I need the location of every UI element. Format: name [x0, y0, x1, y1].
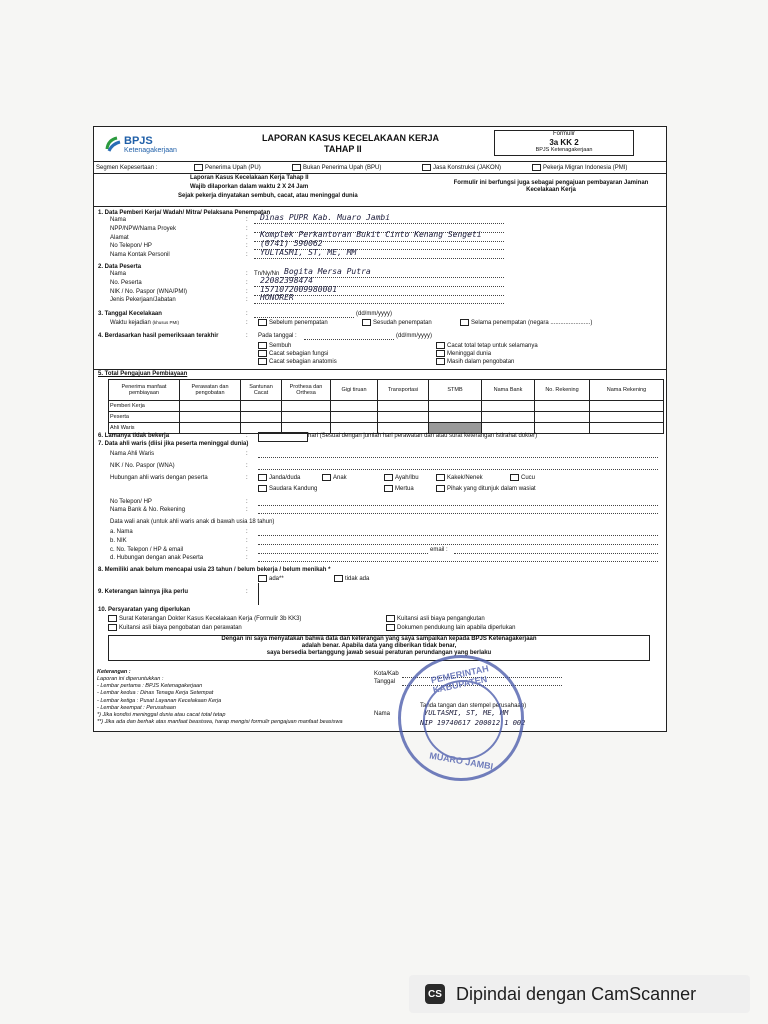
checkbox[interactable] — [292, 164, 301, 171]
s1-telp-label: No Telepon/ HP — [110, 243, 152, 249]
s5-heading: 5. Total Pengajuan Pembiayaan — [98, 371, 188, 377]
s7-bank-label: Nama Bank & No. Rekening — [110, 507, 186, 513]
s7-nik-label: NIK / No. Paspor (WNA) — [110, 463, 175, 469]
s3-selama-label: Selama penempatan (negara ........................) — [471, 320, 593, 327]
s7-h8[interactable] — [436, 485, 536, 493]
table-row — [109, 423, 664, 434]
form-title: LAPORAN KASUS KECELAKAAN KERJA — [262, 133, 440, 143]
s8-tidak-label: tidak ada — [345, 576, 370, 583]
keterangan-block — [97, 669, 343, 726]
s4-date-format: (dd/mm/yyyy) — [396, 333, 432, 339]
formulir-code: 3a KK 2 — [549, 137, 579, 147]
s7-h5-label: Cucu — [521, 475, 536, 482]
col-santunan: Santunan Cacat — [241, 380, 282, 401]
s4-opt5[interactable] — [436, 350, 491, 358]
s3-waktu-label — [110, 320, 179, 327]
s7-d-label: d. Hubungan dengan anak Peserta — [110, 555, 204, 561]
checkbox[interactable] — [384, 474, 393, 481]
checkbox[interactable] — [258, 342, 267, 349]
checkbox[interactable] — [194, 164, 203, 171]
checkbox[interactable] — [436, 485, 445, 492]
s4-opt2-label: Cacat sebagian fungsi — [269, 351, 329, 358]
s3-heading: 3. Tanggal Kecelakaan — [98, 311, 162, 317]
s10-heading: 10. Persyaratan yang diperlukan — [98, 607, 191, 613]
s2-nopes-label: No. Peserta — [110, 280, 142, 286]
s8-heading: 8. Memiliki anak belum mencapai usia 23 tahun / belum bekerja / belum menikah * — [98, 567, 331, 573]
col-stmb: STMB — [429, 380, 482, 401]
segmen-pu-label: Penerima Upah (PU) — [205, 165, 261, 172]
s7-anak-label: Data wali anak (untuk ahli waris anak di bawah usia 18 tahun) — [110, 519, 275, 525]
ket-line4: - Lembar ketiga : Pusat Layanan Kecelakaan Kerja — [97, 697, 222, 704]
s10-r1[interactable] — [108, 615, 301, 623]
s7-h5[interactable] — [510, 474, 535, 482]
formulir-label: Formulir — [553, 131, 575, 137]
checkbox[interactable] — [422, 164, 431, 171]
s2-prefix: Tn/Ny/Nn — [254, 271, 280, 277]
camscanner-watermark — [409, 975, 750, 1013]
declaration-box — [108, 635, 650, 661]
checkbox[interactable] — [258, 350, 267, 357]
s7-h7-label: Mertua — [395, 486, 414, 493]
col-no-rekening: No. Rekening — [535, 380, 590, 401]
s4-opt5-label: Meninggal dunia — [447, 351, 492, 358]
s1-nama-label: Nama — [110, 217, 127, 223]
s4-opt3-label: Cacat sebagian anatomis — [269, 359, 337, 366]
segmen-jakon[interactable] — [422, 164, 501, 172]
ket-line6: *) Jika kondisi meninggal dunia atau cacat total tetap — [97, 711, 226, 718]
s4-opt6-label: Masih dalam pengobatan — [447, 359, 515, 366]
s6-note: hari (Sesuai dengan jumlah hari perawatan dan atau surat keterangan istirahat dokter) — [308, 433, 538, 439]
checkbox[interactable] — [460, 319, 469, 326]
camscanner-text: Dipindai dengan CamScanner — [456, 983, 697, 1004]
s6-heading: 6. Lamanya tidak bekerja — [98, 433, 170, 439]
s2-jenis-value[interactable]: HONORER — [260, 293, 294, 302]
ket-line1: Laporan ini diperuntukkan : — [97, 676, 164, 683]
sign-kota-label: Kota/Kab — [374, 671, 399, 677]
s7-c-label: c. No. Telepon / HP & email — [110, 547, 184, 553]
checkbox[interactable] — [386, 624, 395, 631]
segmen-label: Segmen Kepesertaan : — [96, 165, 158, 171]
s3-selama[interactable] — [460, 319, 592, 327]
segmen-jakon-label: Jasa Konstruksi (JAKON) — [433, 165, 502, 172]
s4-opt6[interactable] — [436, 358, 514, 366]
s4-opt1[interactable] — [258, 342, 291, 350]
col-transportasi: Transportasi — [378, 380, 429, 401]
s3-sebelum[interactable] — [258, 319, 328, 327]
sign-nip-value[interactable]: NIP 19740617 200012 1 002 — [420, 719, 526, 727]
s10-r2-label: Kuitansi asli biaya pengobatan dan perawatan — [119, 625, 242, 632]
s2-nik-label: NIK / No. Paspor (WNA/PMI) — [110, 289, 188, 295]
s10-r1-label: Surat Keterangan Dokter Kasus Kecelakaan Kerja (Formulir 3b KK3) — [119, 616, 302, 623]
s4-pada-label: Pada tanggal : — [258, 333, 297, 339]
s3-sesudah-label: Sesudah penempatan — [373, 320, 432, 327]
s1-telp-value[interactable]: (0741) 590062 — [260, 239, 323, 248]
stamp-bottom-text: MUARO JAMBI — [428, 750, 494, 772]
s10-r4-label: Dokumen pendukung lain apabila diperlukan — [397, 625, 516, 632]
s7-h7[interactable] — [384, 485, 414, 493]
s9-heading: 9. Keterangan lainnya jika perlu — [98, 589, 189, 595]
col-nama-bank: Nama Bank — [482, 380, 535, 401]
s7-a-label: a. Nama — [110, 529, 133, 535]
s2-nama-label: Nama — [110, 271, 127, 277]
s7-h2[interactable] — [322, 474, 347, 482]
row-pemberi-kerja: Pemberi Kerja — [109, 401, 180, 412]
row-peserta: Peserta — [109, 412, 180, 423]
segmen-bpu-label: Bukan Penerima Upah (BPU) — [303, 165, 382, 172]
s7-h8-label: Pihak yang ditunjuk dalam wasiat — [447, 486, 536, 493]
s7-nama-label: Nama Ahli Waris — [110, 451, 155, 457]
ket-heading: Keterangan : — [97, 669, 131, 675]
table-row — [109, 412, 664, 423]
col-prothesa: Prothesa dan Orthesa — [282, 380, 331, 401]
ket-line7: **) Jika ada dan berhak atas manfaat beasiswa, harap mengisi formulir pengajuan manfaat beasiswa — [97, 718, 343, 725]
checkbox[interactable] — [258, 319, 267, 326]
s7-h3-label: Ayah/Ibu — [395, 475, 419, 482]
notice-line3: Sejak pekerja dinyatakan sembuh, cacat, atau meninggal dunia — [178, 193, 358, 199]
s10-r3-label: Kuitansi asli biaya pengangkutan — [397, 616, 485, 623]
s3-date-format: (dd/mm/yyyy) — [356, 311, 392, 317]
s4-opt3[interactable] — [258, 358, 337, 366]
checkbox[interactable] — [436, 358, 445, 365]
s8-ada-label: ada** — [269, 576, 284, 583]
s10-r3[interactable] — [386, 615, 485, 623]
s7-h3[interactable] — [384, 474, 419, 482]
s7-b-label: b. NIK — [110, 538, 127, 544]
segmen-bpu[interactable] — [292, 164, 381, 172]
declaration-line1: Dengan ini saya menyatakan bahwa data dan keterangan yang saya sampaikan kepada BPJS Ketenagakerjaan — [221, 636, 537, 642]
s7-heading: 7. Data ahli waris (diisi jika peserta meninggal dunia) — [98, 441, 249, 447]
checkbox[interactable] — [510, 474, 519, 481]
ket-line5: - Lembar keempat : Perusahaan — [97, 704, 176, 711]
checkbox[interactable] — [258, 474, 267, 481]
s7-h6-label: Saudara Kandung — [269, 486, 318, 493]
col-nama-rekening: Nama Rekening — [590, 380, 664, 401]
checkbox[interactable] — [108, 624, 117, 631]
s7-telp-label: No Telepon/ HP — [110, 499, 152, 505]
s2-nik-value[interactable]: 1571072009980001 — [260, 285, 338, 294]
s2-jenis-label: Jenis Pekerjaan/Jabatan — [110, 297, 176, 303]
s3-waktu-note: (khusus PMI) — [152, 320, 179, 325]
checkbox[interactable] — [258, 575, 267, 582]
notice-line2: Wajib dilaporkan dalam waktu 2 X 24 Jam — [190, 184, 309, 190]
s2-heading: 2. Data Peserta — [98, 264, 142, 270]
s7-h2-label: Anak — [333, 475, 347, 482]
notice-line1: Laporan Kasus Kecelakaan Kerja Tahap II — [190, 175, 309, 181]
s1-kontak-label: Nama Kontak Personil — [110, 252, 170, 258]
logo-sub: Ketenagakerjaan — [124, 147, 177, 154]
notice-right: Formulir ini berfungsi juga sebagai pengajuan pembayaran Jaminan Kecelakaan Kerja — [453, 180, 649, 193]
s10-r4[interactable] — [386, 624, 515, 632]
s1-alamat-label: Alamat — [110, 235, 129, 241]
ket-line3: - Lembar kedua : Dinas Tenaga Kerja Setempat — [97, 690, 214, 697]
segmen-pmi[interactable] — [532, 164, 627, 172]
s1-npp-label: NPP/NPW/Nama Proyek — [110, 226, 177, 232]
checkbox[interactable] — [384, 485, 393, 492]
sign-tanggal-label: Tanggal — [374, 679, 396, 685]
s2-nopes-value[interactable]: 22082398474 — [260, 276, 313, 285]
camscanner-icon: CS — [425, 984, 445, 1004]
s7-email-label: email : — [430, 547, 448, 553]
sign-nama-label: Nama — [374, 711, 391, 717]
formulir-box — [494, 130, 634, 156]
s4-opt4[interactable] — [436, 342, 538, 350]
s1-nama-value[interactable]: Dinas PUPR Kab. Muaro Jambi — [260, 213, 391, 222]
bpjs-logo-icon — [104, 135, 122, 153]
s7-hub-label: Hubungan ahli waris dengan peserta — [110, 475, 208, 481]
s10-r2[interactable] — [108, 624, 242, 632]
row-ahli-waris: Ahli Waris — [109, 423, 180, 434]
form-subtitle: TAHAP II — [324, 144, 362, 154]
s3-sebelum-label: Sebelum penempatan — [269, 320, 328, 327]
segmen-pmi-label: Pekerja Migran Indonesia (PMI) — [543, 165, 628, 172]
stamp-top-text: PEMERINTAH KABUPATEN — [429, 663, 490, 696]
checkbox[interactable] — [436, 474, 445, 481]
s7-h4-label: Kakek/Nenek — [447, 475, 483, 482]
s2-nama-value[interactable]: Bogita Mersa Putra — [284, 267, 371, 276]
sign-ttd-label: Tanda tangan dan stempel perusahaan) — [420, 703, 527, 709]
s7-h4[interactable] — [436, 474, 483, 482]
bpjs-form-sheet: BPJS Ketenagakerjaan LAPORAN KASUS KECELAKAAN KERJA TAHAP II Formulir 3a KK 2 BPJS Ketenagakerjaan Segmen Kepesertaan : Penerima Upah (PU) Bukan Penerima Upah (BPU) Jasa Konstruksi (JAKON) Pekerja Migran Indonesia (PMI) Laporan Kasus Kecelakaan Kerja Tahap II Wajib dilaporkan dalam waktu 2 X 24 Jam Sejak pekerja dinyatakan sembuh, cacat, atau meninggal dunia Formulir ini berfungsi juga sebagai pengajuan pembayaran Jaminan Kecelakaan Kerja 1. Data Pemberi Kerja/ Wadah/ Mitra/ Pelaksana Penempatan Nama NPP/NPW/Nama Proyek Alamat No Telepon/ HP Nama Kontak Personil : : : : : Dinas PUPR Kab. Muaro Jambi Komplek Perkantoran Bukit Cinto Kenang Sengeti (0741) 590062 YULTASMI, ST, ME, MM 2. Data Peserta Nama No. Peserta NIK / No. Paspor (WNA/PMI) Jenis Pekerjaan/Jabatan : : : : Tn/Ny/Nn Bogita Mersa Putra 22082398474 1571072009980001 HONORER 3. Tanggal Kecelakaan Waktu kejadian (khusus PMI) : : (dd/mm/yyyy) Sebelum penempatan Sesudah penempatan Selama penempatan (negara ........................) 4. Berdasarkan hasil pemeriksaan terakhir : Pada tanggal : (dd/mm/yyyy) Sembuh Cacat sebagian fungsi Cacat sebagian anatomis Cacat total tetap untuk selamanya Meninggal dunia Masih dalam pengobatan 5. Total Pengajuan Pembiayaan Penerima manfaat pembiayaan Perawatan dan pengobatan Santunan Cacat Prothesa dan Orthesa Gigi tiruan Transportasi STMB Nama Bank No. Rekening Nama Rekening Pemberi Kerja Peserta Ahli Waris 6. Lamanya tidak bekerja : hari (Sesuai dengan jumlah hari perawatan dan atau surat keterangan istirahat dokter) 7. Data ahli waris (diisi jika peserta meninggal dunia) Nama Ahli Waris NIK / No. Paspor (WNA) Hubungan ahli waris dengan peserta : : : Janda/duda Anak Ayah/Ibu Kakek/Nenek Cucu Saudara Kandung Mertua Pihak yang ditunjuk dalam wasiat No Telepon/ HP Nama Bank & No. Rekening : : Data wali anak (untuk ahli waris anak di bawah usia 18 tahun) a. Nama b. NIK c. No. Telepon / HP & email d. Hubungan dengan anak Peserta : : : : email : 8. Memiliki anak belum mencapai usia 23 tahun / belum bekerja / belum menikah * ada** tidak ada 9. Keterangan lainnya jika perlu : 10. Persyaratan yang diperlukan Surat Keterangan Dokter Kasus Kecelakaan Kerja (Formulir 3b KK3) Kuitansi asli biaya pengobatan dan perawatan Kuitansi asli biaya pengangkutan Dokumen pendukung lain apabila diperlukan Dengan ini saya menyatakan bahwa data dan keterangan yang saya sampaikan kepada BPJS Ketenagakerjaan adalah benar. Apabila data yang diberikan tidak benar, saya bersedia bertanggung jawab sesuai peraturan perundangan yang berlaku Keterangan : Laporan ini diperuntukkan : - Lembar pertama : BPJS Ketenagakerjaan - Lembar kedua : Dinas Tenaga Kerja Setempat - Lembar ketiga : Pusat Layanan Kecelakaan Kerja - Lembar keempat : Perusahaan *) Jika kondisi meninggal dunia atau cacat total tetap **) Jika ada dan berhak atas manfaat beasiswa, harap mengisi formulir pengajuan manfaat beasiswa Kota/Kab Tanggal Tanda tangan dan stempel perusahaan) Nama YULTASMI, ST, ME, MM NIP 19740617 200012 1 002 — [93, 126, 667, 732]
s7-h6[interactable] — [258, 485, 317, 493]
s7-h1-label: Janda/duda — [269, 475, 301, 482]
table-row — [109, 401, 664, 412]
s8-ada[interactable] — [258, 575, 284, 583]
checkbox[interactable] — [386, 615, 395, 622]
official-stamp — [398, 655, 527, 781]
s4-heading: 4. Berdasarkan hasil pemeriksaan terakhir — [98, 333, 219, 339]
declaration-line2: adalah benar. Apabila data yang diberikan tidak benar, — [301, 642, 457, 649]
segmen-pu[interactable] — [194, 164, 261, 172]
sign-nama-value[interactable]: YULTASMI, ST, ME, MM — [424, 709, 509, 717]
checkbox[interactable] — [362, 319, 371, 326]
checkbox[interactable] — [334, 575, 343, 582]
declaration-line3: saya bersedia bertanggung jawab sesuai peraturan perundangan yang berlaku — [266, 649, 492, 656]
s8-tidak[interactable] — [334, 575, 369, 583]
checkbox[interactable] — [532, 164, 541, 171]
s4-opt4-label: Cacat total tetap untuk selamanya — [447, 343, 538, 350]
logo-brand: BPJS — [124, 135, 153, 147]
col-penerima: Penerima manfaat pembiayaan — [109, 380, 180, 401]
col-perawatan: Perawatan dan pengobatan — [180, 380, 241, 401]
s3-waktu-text: Waktu kejadian — [110, 320, 151, 326]
s7-h1[interactable] — [258, 474, 300, 482]
s1-heading: 1. Data Pemberi Kerja/ Wadah/ Mitra/ Pelaksana Penempatan — [98, 210, 271, 216]
checkbox[interactable] — [108, 615, 117, 622]
s4-opt1-label: Sembuh — [269, 343, 292, 350]
formulir-org: BPJS Ketenagakerjaan — [535, 147, 593, 154]
col-gigi: Gigi tiruan — [331, 380, 378, 401]
checkbox[interactable] — [258, 485, 267, 492]
s1-alamat-value[interactable]: Komplek Perkantoran Bukit Cinto Kenang Sengeti — [260, 230, 482, 239]
checkbox[interactable] — [436, 350, 445, 357]
s6-days-boxes[interactable] — [258, 432, 308, 442]
s9-field[interactable] — [258, 583, 659, 605]
ket-line2: - Lembar pertama : BPJS Ketenagakerjaan — [97, 683, 203, 690]
checkbox[interactable] — [436, 342, 445, 349]
s4-opt2[interactable] — [258, 350, 328, 358]
s1-kontak-value[interactable]: YULTASMI, ST, ME, MM — [260, 248, 357, 257]
checkbox[interactable] — [258, 358, 267, 365]
payment-table — [108, 379, 664, 434]
s3-sesudah[interactable] — [362, 319, 432, 327]
checkbox[interactable] — [322, 474, 331, 481]
